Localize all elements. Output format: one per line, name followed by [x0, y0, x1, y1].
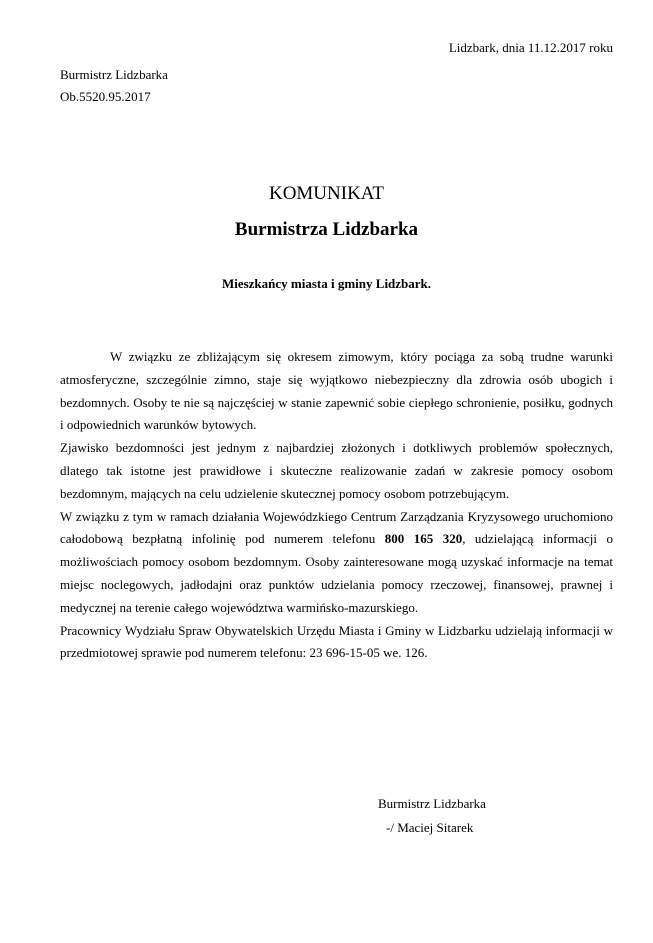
paragraph-3-intro: W związku z tym w ramach działania Wojewódzkiego Centrum Zarządzania Kryzysowego uruchomiono całodobową bezpłatną infolinię pod numerem telefonu	[60, 508, 613, 547]
reference-number: Ob.5520.95.2017	[60, 89, 151, 104]
body-text	[60, 346, 613, 665]
hotline-number: 800 165 320	[384, 531, 463, 547]
paragraph-3	[60, 506, 613, 620]
paragraph-2: Zjawisko bezdomności jest jednym z najbardziej złożonych i dotkliwych problemów społecznych, dlatego tak istotne jest prawidłowe i skuteczne realizowanie zadań w zakresie pomocy osobom bezdomnym, mających na celu udzielenie skutecznej pomocy osobom potrzebującym.	[60, 440, 613, 501]
signature-name: -/ Maciej Sitarek	[386, 820, 474, 835]
paragraph-4: Pracownicy Wydziału Spraw Obywatelskich Urzędu Miasta i Gminy w Lidzbarku udzielają informacji w przedmiotowej sprawie pod numerem telefonu: 23 696-15-05 we. 126.	[60, 622, 613, 661]
greeting: Mieszkańcy miasta i gminy Lidzbark.	[221, 276, 432, 291]
signature-block	[378, 792, 486, 840]
document-subtitle: Burmistrza Lidzbarka	[234, 219, 419, 240]
sender-title: Burmistrz Lidzbarka	[60, 67, 168, 82]
paragraph-1: W związku ze zbliżającym się okresem zimowym, który pociąga za sobą trudne warunki atmosferyczne, szczególnie zimno, staje się wyjątkowo niebezpieczny dla zdrowia osób ubogich i bezdomnych. Osoby te nie są najczęściej w stanie zapewnić sobie ciepłego schronienie, posiłku, godnych i odpowiednich warunków bytowych.	[60, 349, 613, 433]
signature-title: Burmistrz Lidzbarka	[378, 796, 486, 811]
place-and-date: Lidzbark, dnia 11.12.2017 roku	[448, 40, 613, 55]
document-title: KOMUNIKAT	[268, 183, 385, 204]
paragraph-3-rest: , udzielającą informacji o możliwościach pomocy osobom bezdomnym. Osoby zainteresowane mogą uzyskać informacje na temat miejsc noclegowych, jadłodajni oraz punktów udzielania pomocy rzeczowej, finansowej, prawnej i medycznej na terenie całego województwa warmińsko-mazurskiego.	[60, 531, 613, 615]
sender-block	[60, 64, 168, 108]
